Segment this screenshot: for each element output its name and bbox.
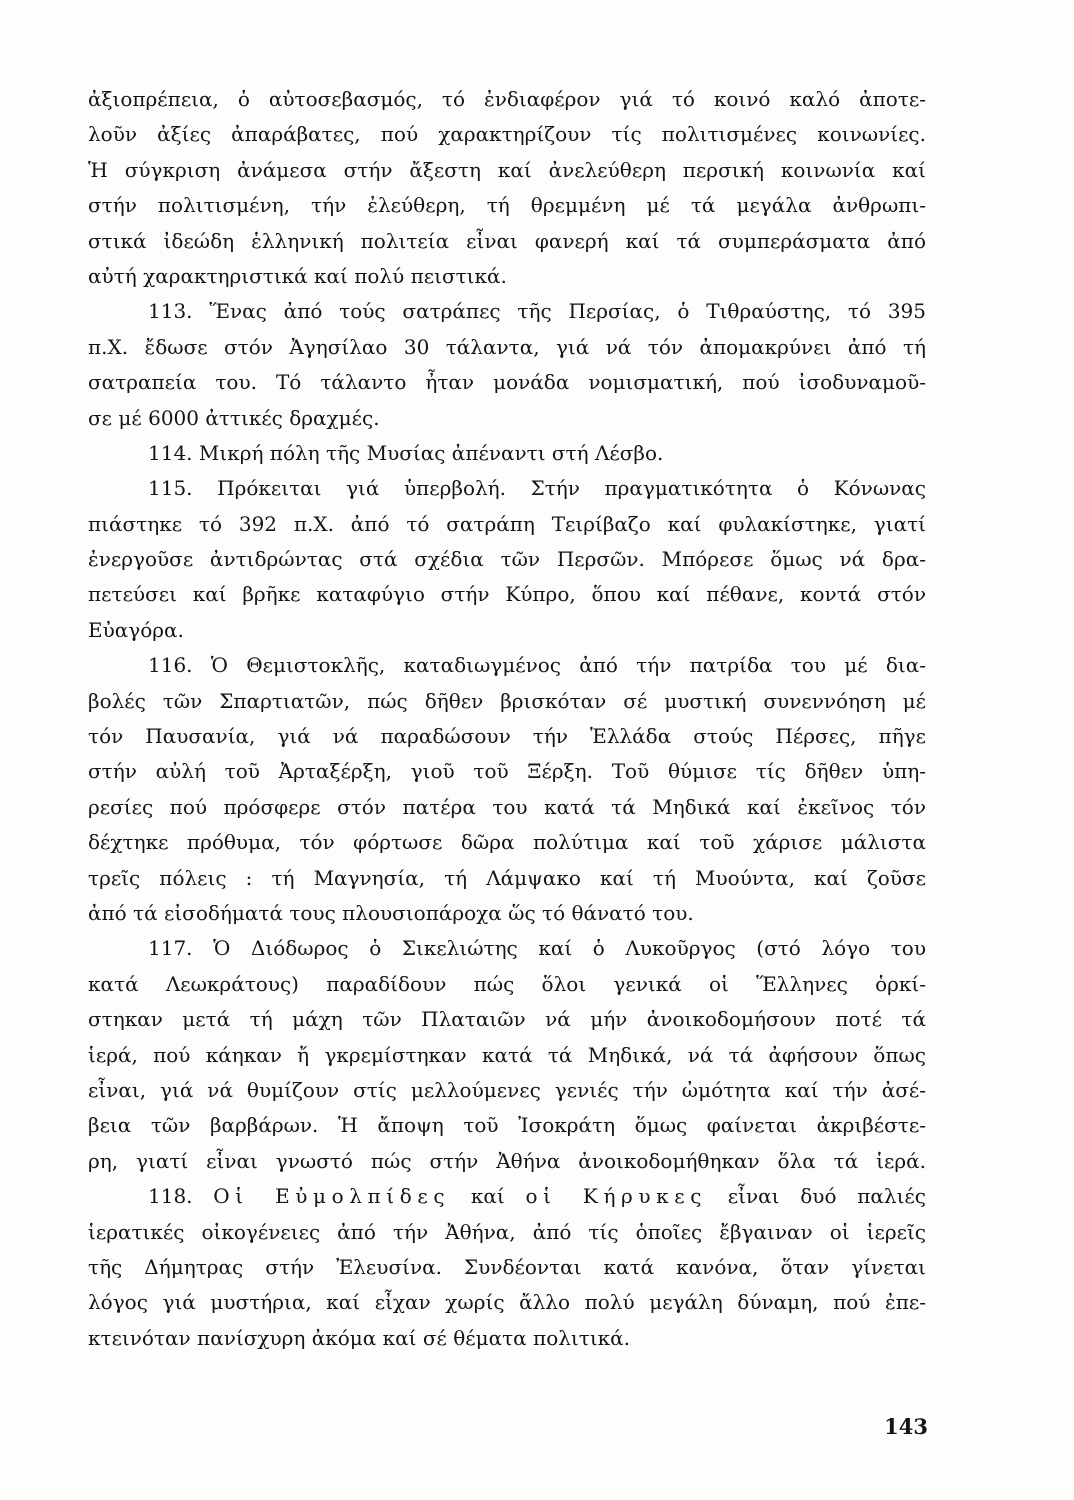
page-number: 143 — [884, 1414, 928, 1439]
note-117 — [88, 931, 926, 1179]
text-line: ἀπό τά εἰσοδήματά τους πλουσιοπάροχα ὥς τό θάνατό του. — [88, 900, 694, 925]
note-113 — [88, 294, 926, 436]
text-line: τῆς Δήμητρας στήν Ἐλευσίνα. Συνδέονται κατά κανόνα, ὅταν γίνεται — [88, 1254, 926, 1279]
note-first-line — [88, 648, 926, 683]
note-first-line — [88, 294, 926, 329]
book-page-text — [88, 82, 926, 1356]
text-line: κτεινόταν πανίσχυρη ἀκόμα καί σέ θέματα πολιτικά. — [88, 1325, 631, 1350]
text-line: στικά ἰδεώδη ἑλληνική πολιτεία εἶναι φανερή καί τά συμπεράσματα ἀπό — [88, 228, 926, 253]
text-line: στήν πολιτισμένη, τήν ἐλεύθερη, τή θρεμμένη μέ τά μεγάλα ἀνθρωπι- — [88, 193, 926, 218]
text-line: λόγος γιά μυστήρια, καί εἶχαν χωρίς ἄλλο πολύ μεγάλη δύναμη, πού ἐπε- — [88, 1290, 926, 1315]
note-text: Ἕνας ἀπό τούς σατράπες τῆς Περσίας, ὁ Τιθραύστης, τό 395 — [209, 299, 926, 324]
note-first-line — [88, 471, 926, 506]
text-line: στηκαν μετά τή μάχη τῶν Πλαταιῶν νά μήν ἀνοικοδομήσουν ποτέ τά — [88, 1007, 926, 1032]
text-line: αὐτή χαρακτηριστικά καί πολύ πειστικά. — [88, 263, 507, 288]
text-line: ρεσίες πού πρόσφερε στόν πατέρα του κατά τά Μηδικά καί ἐκεῖνος τόν — [88, 794, 926, 819]
emphasized-term: Οἱ Εὐμολπίδες — [213, 1184, 451, 1209]
note-number: 113. — [148, 299, 193, 324]
note-first-line — [88, 1179, 926, 1214]
text-line: βολές τῶν Σπαρτιατῶν, πώς δῆθεν βρισκόταν σέ μυστική συνεννόηση μέ — [88, 688, 926, 713]
note-text: Μικρή πόλη τῆς Μυσίας ἀπέναντι στή Λέσβο. — [198, 440, 664, 465]
text-line: ἐνεργοῦσε ἀντιδρώντας στά σχέδια τῶν Περσῶν. Μπόρεσε ὅμως νά δρα- — [88, 547, 926, 572]
note-number: 115. — [148, 476, 193, 501]
note-number: 117. — [148, 936, 193, 961]
text-line: πετεύσει καί βρῆκε καταφύγιο στήν Κύπρο, ὅπου καί πέθανε, κοντά στόν — [88, 582, 926, 607]
note-text: Πρόκειται γιά ὑπερβολή. Στήν πραγματικότητα ὁ Κόνωνας — [217, 476, 926, 501]
text-line: στήν αὐλή τοῦ Ἀρταξέρξη, γιοῦ τοῦ Ξέρξη. Τοῦ θύμισε τίς δῆθεν ὑπη- — [88, 759, 926, 784]
text-line: Ἡ σύγκριση ἀνάμεσα στήν ἄξεστη καί ἀνελεύθερη περσική κοινωνία καί — [88, 157, 926, 182]
note-text: Ὁ Διόδωρος ὁ Σικελιώτης καί ὁ Λυκοῦργος (στό λόγο του — [213, 936, 926, 961]
emphasized-term: οἱ Κήρυκες — [525, 1184, 708, 1209]
text-line: σε μέ 6000 ἀττικές δραχμές. — [88, 405, 380, 430]
note-114 — [88, 436, 926, 471]
text-line: ἱερατικές οἰκογένειες ἀπό τήν Ἀθήνα, ἀπό τίς ὁποῖες ἔβγαιναν οἱ ἱερεῖς — [88, 1219, 926, 1244]
note-116 — [88, 648, 926, 931]
text-line: τρεῖς πόλεις : τή Μαγνησία, τή Λάμψακο καί τή Μυούντα, καί ζοῦσε — [88, 865, 926, 890]
text-line: ρη, γιατί εἶναι γνωστό πώς στήν Ἀθήνα ἀνοικοδομήθηκαν ὅλα τά ἱερά. — [88, 1148, 926, 1173]
text-line: ἱερά, πού κάηκαν ἤ γκρεμίστηκαν κατά τά Μηδικά, νά τά ἀφήσουν ὅπως — [88, 1042, 926, 1067]
text-line: βεια τῶν βαρβάρων. Ἡ ἄποψη τοῦ Ἰσοκράτη ὅμως φαίνεται ἀκριβέστε- — [88, 1113, 926, 1138]
text-line: ἀξιοπρέπεια, ὁ αὐτοσεβασμός, τό ἐνδιαφέρον γιά τό κοινό καλό ἀποτε- — [88, 87, 926, 111]
text-line: δέχτηκε πρόθυμα, τόν φόρτωσε δῶρα πολύτιμα καί τοῦ χάρισε μάλιστα — [88, 830, 926, 855]
note-text: Ὁ Θεμιστοκλῆς, καταδιωγμένος ἀπό τήν πατρίδα του μέ δια- — [210, 653, 926, 678]
text-line: λοῦν ἀξίες ἀπαράβατες, πού χαρακτηρίζουν τίς πολιτισμένες κοινωνίες. — [88, 122, 926, 147]
text-line: κατά Λεωκράτους) παραδίδουν πώς ὅλοι γενικά οἱ Ἕλληνες ὁρκί- — [88, 971, 926, 996]
text-line: πιάστηκε τό 392 π.Χ. ἀπό τό σατράπη Τειρίβαζο καί φυλακίστηκε, γιατί — [88, 511, 926, 536]
note-text: εἶναι δυό παλιές — [727, 1184, 926, 1209]
note-first-line — [88, 931, 926, 966]
note-number: 114. — [148, 440, 193, 465]
text-line: σατραπεία του. Τό τάλαντο ἦταν μονάδα νομισματική, πού ἰσοδυναμοῦ- — [88, 370, 926, 395]
note-continuation — [88, 82, 926, 294]
note-number: 116. — [148, 653, 193, 678]
text-line: π.Χ. ἔδωσε στόν Ἀγησίλαο 30 τάλαντα, γιά νά τόν ἀπομακρύνει ἀπό τή — [88, 334, 926, 359]
note-text: καί — [470, 1184, 505, 1209]
note-118 — [88, 1179, 926, 1356]
note-115 — [88, 471, 926, 648]
text-line: εἶναι, γιά νά θυμίζουν στίς μελλούμενες γενιές τήν ὠμότητα καί τήν ἀσέ- — [88, 1077, 926, 1102]
note-number: 118. — [148, 1184, 193, 1209]
text-line: Εὐαγόρα. — [88, 617, 184, 642]
note-first-line — [88, 436, 926, 471]
text-line: τόν Παυσανία, γιά νά παραδώσουν τήν Ἑλλάδα στούς Πέρσες, πῆγε — [88, 724, 926, 749]
